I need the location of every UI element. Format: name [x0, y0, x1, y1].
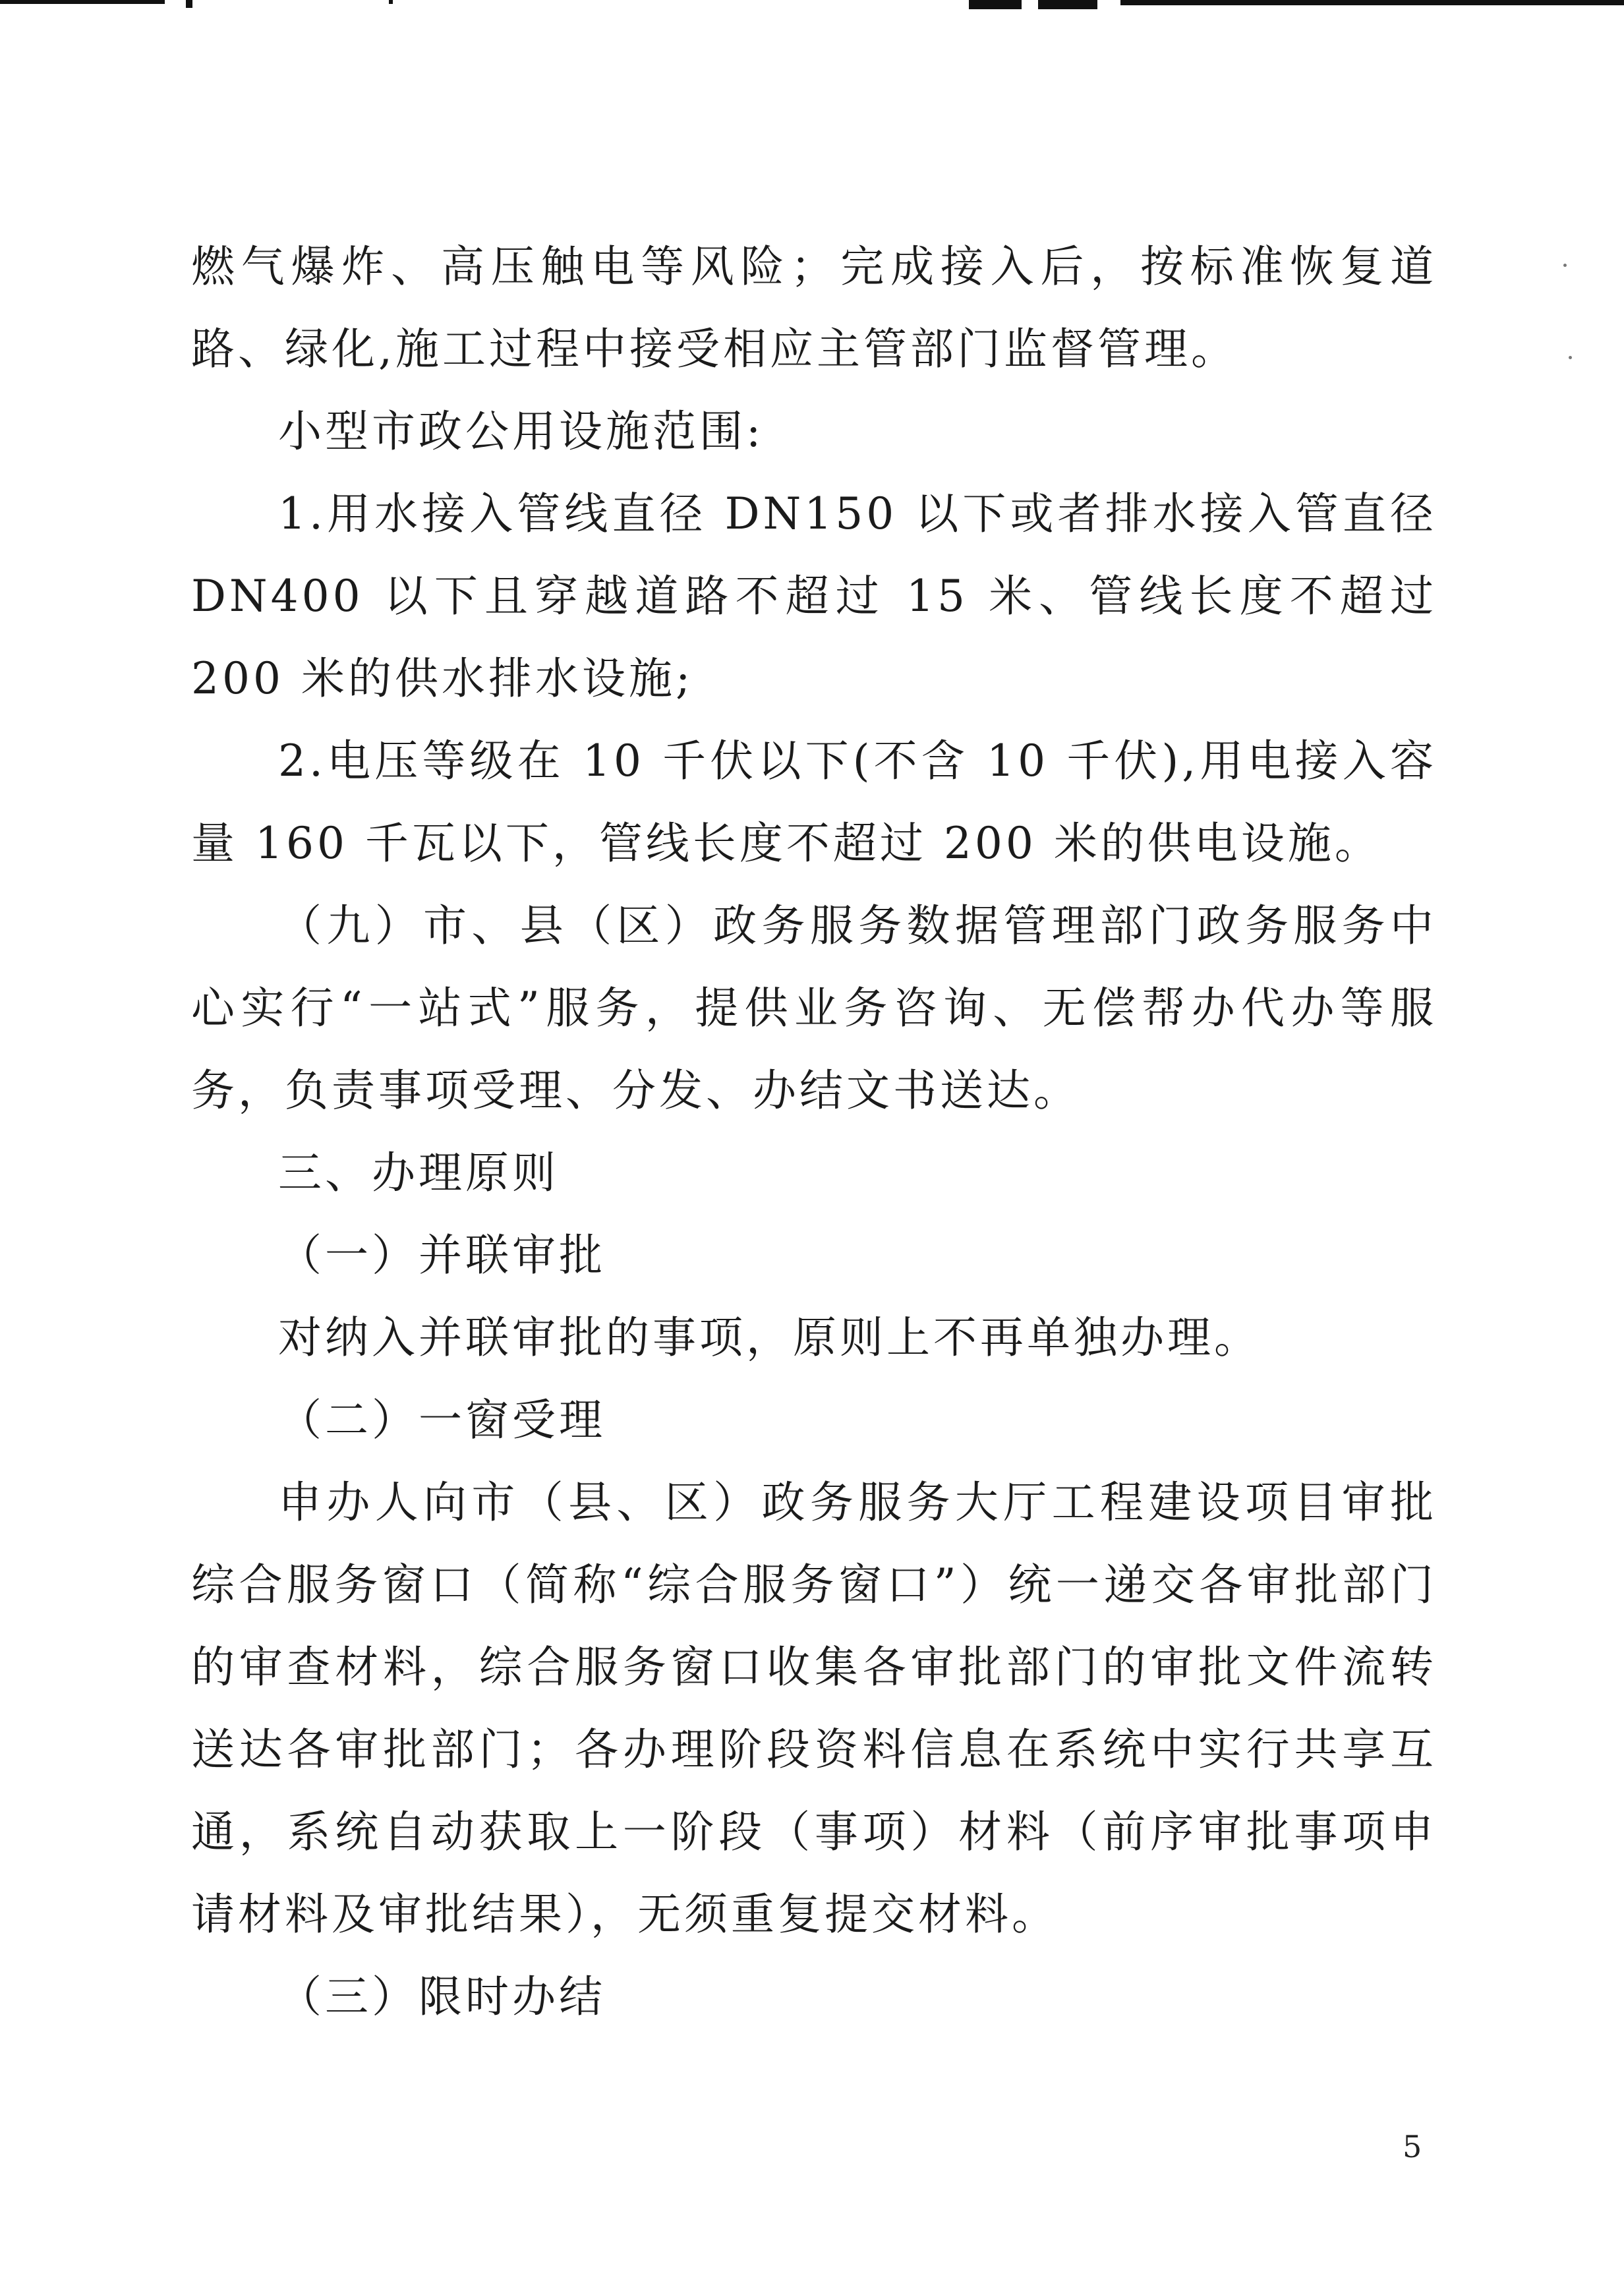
- paragraph: （九）市、县（区）政务服务数据管理部门政务服务中心实行“一站式”服务，提供业务咨询、无偿帮办代办等服务，负责事项受理、分发、办结文书送达。: [191, 900, 1437, 1116]
- paragraph: 2.电压等级在 10 千伏以下(不含 10 千伏),用电接入容量 160 千瓦以下，管线长度不超过 200 米的供电设施。: [191, 736, 1437, 869]
- paragraph: 申办人向市（县、区）政务服务大厅工程建设项目审批综合服务窗口（简称“综合服务窗口”）统一递交各审批部门的审查材料，综合服务窗口收集各审批部门的审批文件流转送达各审批部门；各办理阶段资料信息在系统中实行共享互通，系统自动获取上一阶段（事项）材料（前序审批事项申请材料及审批结果），无须重复提交材料。: [191, 1477, 1437, 1940]
- scan-edge-mark: [1120, 0, 1624, 5]
- subsection-heading: （二）一窗受理: [278, 1395, 606, 1445]
- scan-edge-mark: [389, 0, 393, 4]
- subsection-heading: （一）并联审批: [278, 1230, 606, 1281]
- paragraph: 1.用水接入管线直径 DN150 以下或者排水接入管直径 DN400 以下且穿越道路不超过 15 米、管线长度不超过 200 米的供水排水设施;: [191, 488, 1437, 704]
- scan-edge-mark: [0, 0, 165, 4]
- scan-speck: [1569, 356, 1572, 359]
- paragraph: 燃气爆炸、高压触电等风险；完成接入后，按标准恢复道路、绿化,施工过程中接受相应主管部门监督管理。: [191, 241, 1437, 374]
- scan-speck: [1563, 264, 1567, 267]
- scan-edge-mark: [186, 0, 192, 8]
- section-heading: 三、办理原则: [278, 1147, 559, 1198]
- document-body: [191, 225, 1437, 2038]
- scan-edge-mark: [969, 0, 1022, 9]
- paragraph: 对纳入并联审批的事项，原则上不再单独办理。: [278, 1312, 1261, 1363]
- scan-edge-mark: [1038, 0, 1097, 9]
- paragraph: 小型市政公用设施范围:: [278, 406, 765, 457]
- page-number: 5: [1403, 2129, 1422, 2164]
- subsection-heading: （三）限时办结: [278, 1971, 606, 2022]
